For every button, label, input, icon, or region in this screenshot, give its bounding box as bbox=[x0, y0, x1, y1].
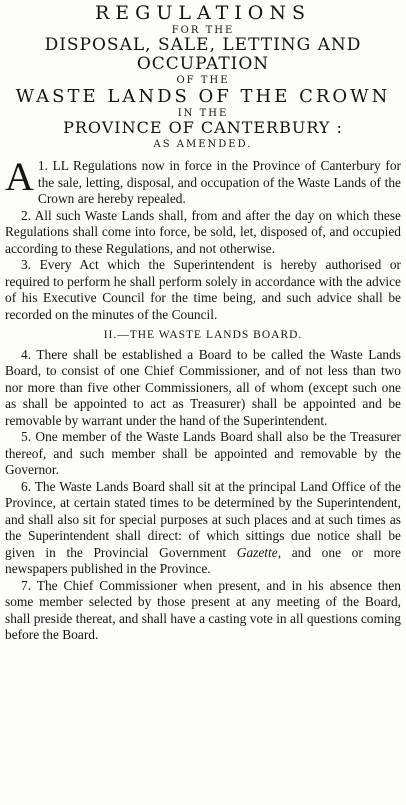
paragraph-4: 4. There shall be established a Board to be called the Waste Lands Board, to consist of one Chief Commissioner, and of not less than two nor more than five other Commissioners, all of whom (except such one as shall be appointed to act as Treasurer) shall be appointed and be removable by warrant under the hand of the Superintendent. bbox=[5, 346, 401, 428]
paragraph-6-text-a: 6. The Waste Lands Board shall sit at the principal Land Office of the Province, at certain stated times to be determined by the Superintendent, and shall also sit for special purposes at such places and at such times as the Superintendent shall direct: of which sittings due notice shall be given in the Provincial Government bbox=[5, 478, 401, 560]
regulations-body bbox=[5, 154, 401, 644]
gazette-italic: Gazette bbox=[236, 544, 278, 560]
paragraph-5: 5. One member of the Waste Lands Board shall also be the Treasurer thereof, and such member shall be appointed and removable by the Governor. bbox=[5, 429, 401, 478]
paragraph-1-number: 1. bbox=[37, 158, 48, 174]
paragraph-6 bbox=[5, 479, 401, 578]
paragraph-7: 7. The Chief Commissioner when present, and in his absence then some member selected by those present at any meeting of the Board, shall preside thereat, and shall have a casting vote in all questions coming before the Board. bbox=[5, 577, 401, 643]
heading-for-the: FOR THE bbox=[171, 24, 235, 36]
heading-disposal-line: DISPOSAL, SALE, LETTING AND bbox=[44, 35, 362, 56]
section-heading-waste-lands-board: II.—THE WASTE LANDS BOARD. bbox=[103, 329, 303, 342]
heading-occupation-line: OCCUPATION bbox=[136, 54, 270, 75]
drop-cap: A bbox=[5, 154, 34, 200]
heading-waste-lands-line: WASTE LANDS OF THE CROWN bbox=[15, 85, 391, 107]
paragraph-1-text: LL Regulations now in force in the Province of Canterbury for the sale, letting, disposal, and occupation of the Waste Lands of the Crown are hereby repealed. bbox=[37, 158, 401, 207]
document-title: REGULATIONS bbox=[94, 2, 312, 24]
paragraph-6-text-b: , and one or more newspapers published in the Province. bbox=[5, 544, 401, 577]
heading-as-amended: AS AMENDED. bbox=[153, 138, 253, 150]
heading-of-the: OF THE bbox=[176, 75, 230, 87]
paragraph-2: 2. All such Waste Lands shall, from and after the day on which these Regulations shall come into force, be sold, let, disposed of, and occupied according to these Regulations, and not otherwise. bbox=[5, 207, 401, 256]
heading-in-the: IN THE bbox=[177, 107, 229, 119]
paragraph-1 bbox=[5, 154, 401, 208]
paragraph-3: 3. Every Act which the Superintendent is hereby authorised or required to perform he shall perform solely in accordance with the advice of his Executive Council for the time being, and such advice shall be recorded on the minutes of the Council. bbox=[5, 257, 401, 322]
heading-province-line: PROVINCE OF CANTERBURY : bbox=[63, 118, 343, 138]
